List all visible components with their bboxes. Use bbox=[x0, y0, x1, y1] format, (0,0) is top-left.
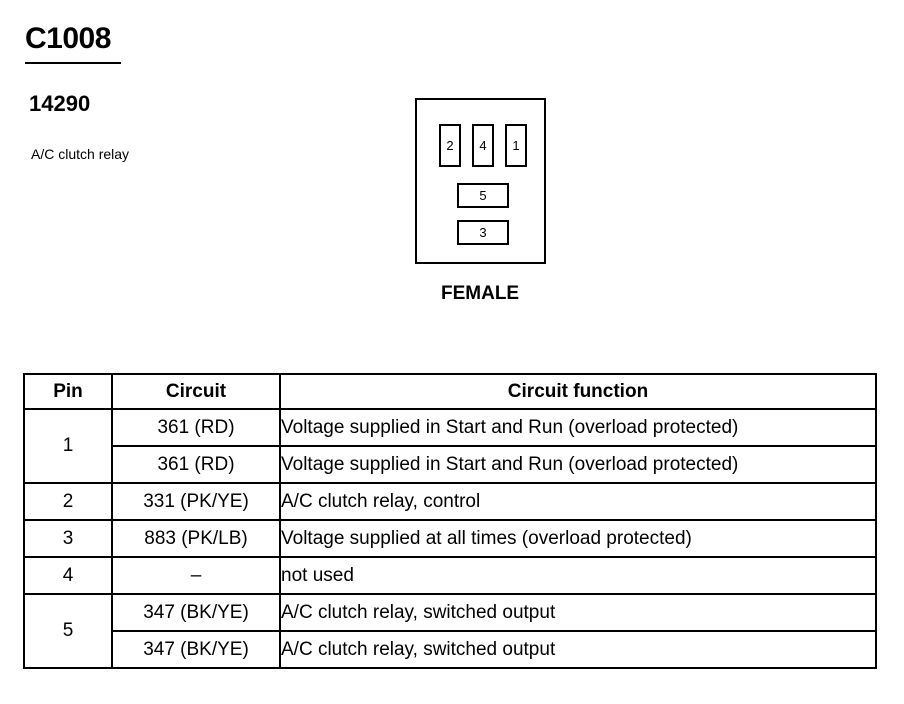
part-number: 14290 bbox=[29, 91, 91, 116]
circuit-cell: – bbox=[112, 557, 280, 594]
title-underline bbox=[25, 62, 121, 64]
pinout-table bbox=[23, 373, 877, 669]
table-row bbox=[24, 409, 876, 446]
function-cell: Voltage supplied at all times (overload protected) bbox=[280, 520, 876, 557]
pin-cell: 2 bbox=[24, 483, 112, 520]
circuit-cell: 331 (PK/YE) bbox=[112, 483, 280, 520]
function-cell: Voltage supplied in Start and Run (overload protected) bbox=[280, 409, 876, 446]
table-row bbox=[24, 631, 876, 668]
table-row bbox=[24, 520, 876, 557]
table-row bbox=[24, 557, 876, 594]
connector-id: C1008 bbox=[25, 22, 111, 55]
function-cell: not used bbox=[280, 557, 876, 594]
table-row bbox=[24, 483, 876, 520]
header-circuit: Circuit bbox=[112, 374, 280, 409]
function-cell: A/C clutch relay, control bbox=[280, 483, 876, 520]
table-header-row bbox=[24, 374, 876, 409]
circuit-cell: 361 (RD) bbox=[112, 446, 280, 483]
pin-cell: 1 bbox=[24, 409, 112, 483]
part-description: A/C clutch relay bbox=[31, 146, 130, 162]
header-pin: Pin bbox=[24, 374, 112, 409]
cavity-pin-5: 5 bbox=[457, 183, 509, 208]
circuit-cell: 347 (BK/YE) bbox=[112, 594, 280, 631]
connector-gender-label: FEMALE bbox=[441, 283, 520, 304]
cavity-pin-2: 2 bbox=[439, 124, 461, 167]
circuit-cell: 347 (BK/YE) bbox=[112, 631, 280, 668]
pin-cell: 4 bbox=[24, 557, 112, 594]
pin-cell: 5 bbox=[24, 594, 112, 668]
function-cell: Voltage supplied in Start and Run (overload protected) bbox=[280, 446, 876, 483]
circuit-cell: 883 (PK/LB) bbox=[112, 520, 280, 557]
cavity-pin-4: 4 bbox=[472, 124, 494, 167]
header-circuit-function: Circuit function bbox=[280, 374, 876, 409]
pin-cell: 3 bbox=[24, 520, 112, 557]
cavity-pin-1: 1 bbox=[505, 124, 527, 167]
function-cell: A/C clutch relay, switched output bbox=[280, 631, 876, 668]
table-row bbox=[24, 446, 876, 483]
table-row bbox=[24, 594, 876, 631]
function-cell: A/C clutch relay, switched output bbox=[280, 594, 876, 631]
connector-face-diagram bbox=[415, 98, 546, 264]
circuit-cell: 361 (RD) bbox=[112, 409, 280, 446]
cavity-pin-3: 3 bbox=[457, 220, 509, 245]
